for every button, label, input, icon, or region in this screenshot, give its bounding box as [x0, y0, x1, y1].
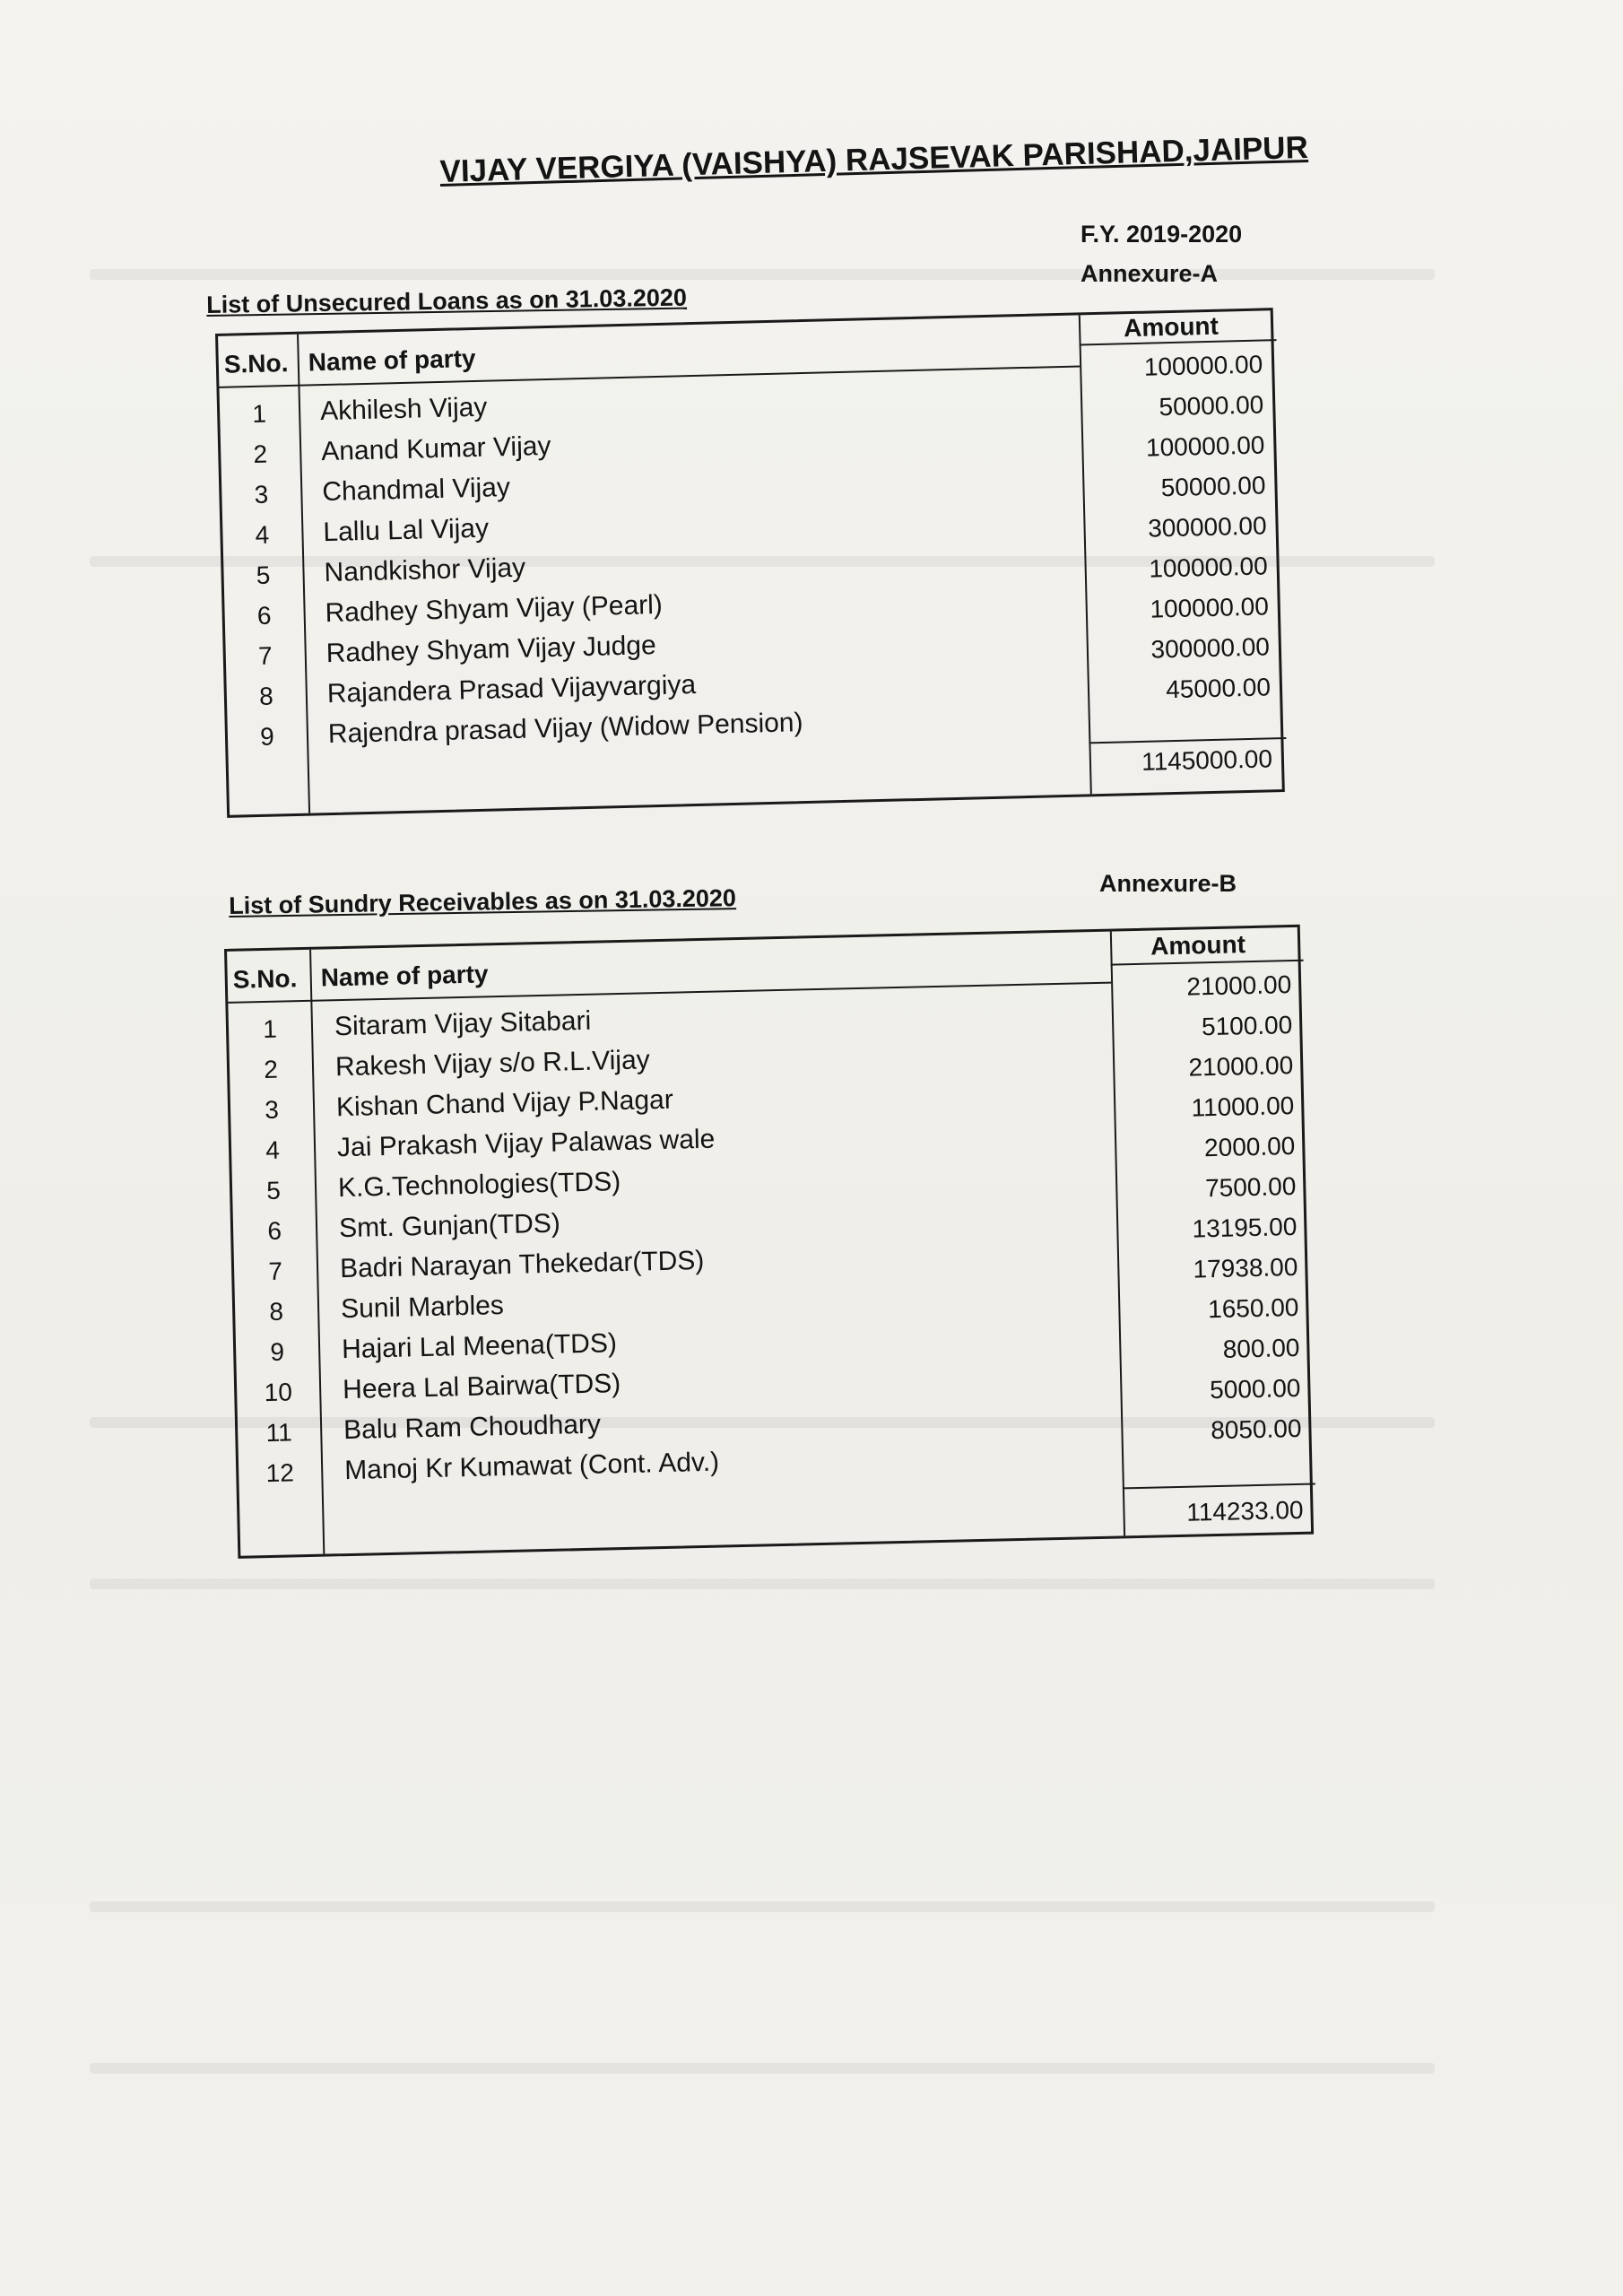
sno-cell: 3 — [264, 1095, 280, 1125]
amount-cell: 5000.00 — [1209, 1373, 1301, 1405]
name-cell: Rakesh Vijay s/o R.L.Vijay — [334, 1045, 651, 1083]
receivables-total: 114233.00 — [1185, 1495, 1304, 1526]
amount-cell: 17938.00 — [1193, 1252, 1298, 1283]
sno-header: S.No. — [223, 349, 289, 378]
amount-cell: 7500.00 — [1204, 1171, 1297, 1203]
sno-cell: 12 — [265, 1458, 295, 1488]
bleed-through — [90, 1578, 1435, 1589]
sno-cell: 3 — [254, 480, 269, 509]
bleed-through — [90, 2063, 1435, 2074]
name-cell: Anand Kumar Vijay — [320, 430, 551, 467]
name-cell: Smt. Gunjan(TDS) — [338, 1208, 561, 1244]
amount-cell: 5100.00 — [1201, 1011, 1293, 1041]
name-cell: Heera Lal Bairwa(TDS) — [342, 1369, 621, 1405]
sno-cell: 10 — [264, 1378, 293, 1407]
name-cell: Manoj Kr Kumawat (Cont. Adv.) — [343, 1447, 720, 1486]
sno-cell: 6 — [256, 601, 272, 630]
sno-cell: 2 — [263, 1055, 279, 1084]
name-cell: Akhilesh Vijay — [319, 392, 488, 427]
sno-cell: 1 — [262, 1014, 278, 1044]
amount-cell: 2000.00 — [1203, 1131, 1296, 1162]
name-cell: Nandkishor Vijay — [324, 552, 526, 588]
amount-cell: 13195.00 — [1192, 1212, 1298, 1243]
name-cell: K.G.Technologies(TDS) — [337, 1167, 621, 1204]
bleed-through — [90, 269, 1435, 280]
amount-cell: 800.00 — [1222, 1333, 1300, 1363]
sno-cell: 1 — [252, 399, 267, 429]
annexure-b-label: Annexure-B — [1099, 870, 1237, 897]
name-cell: Rajendra prasad Vijay (Widow Pension) — [327, 708, 803, 750]
amount-cell: 1650.00 — [1207, 1292, 1299, 1324]
sno-cell: 9 — [259, 722, 275, 751]
fiscal-year: F.Y. 2019-2020 — [1081, 221, 1243, 248]
name-header: Name of party — [308, 344, 476, 377]
name-cell: Badri Narayan Thekedar(TDS) — [339, 1245, 705, 1284]
name-cell: Balu Ram Choudhary — [343, 1409, 602, 1446]
header-divider — [1111, 960, 1304, 966]
sno-cell: 4 — [265, 1135, 281, 1165]
name-cell: Jai Prakash Vijay Palawas wale — [336, 1124, 716, 1163]
sno-cell: 2 — [253, 439, 268, 468]
sundry-receivables-table — [224, 925, 1314, 1559]
name-cell: Chandmal Vijay — [321, 473, 511, 508]
name-cell: Lallu Lal Vijay — [323, 513, 490, 548]
amount-cell: 11000.00 — [1191, 1091, 1295, 1122]
name-header: Name of party — [320, 960, 489, 992]
name-cell: Rajandera Prasad Vijayvargiya — [326, 670, 697, 709]
amount-cell: 300000.00 — [1150, 632, 1271, 664]
receivables-list-title: List of Sundry Receivables as on 31.03.2020 — [229, 884, 737, 919]
sno-cell: 7 — [257, 641, 273, 670]
amount-cell: 45000.00 — [1165, 673, 1271, 704]
sno-cell: 7 — [268, 1257, 283, 1285]
sno-cell: 6 — [266, 1216, 282, 1245]
name-cell: Hajari Lal Meena(TDS) — [341, 1328, 618, 1365]
name-cell: Sitaram Vijay Sitabari — [334, 1005, 592, 1042]
sno-cell: 5 — [265, 1176, 282, 1205]
amount-cell: 100000.00 — [1143, 350, 1263, 381]
annexure-a-label: Annexure-A — [1081, 260, 1219, 287]
sno-header: S.No. — [232, 964, 298, 994]
sno-cell: 4 — [255, 520, 270, 549]
unsecured-loans-table — [215, 308, 1285, 818]
total-divider — [1123, 1483, 1315, 1490]
amount-header: Amount — [1123, 311, 1219, 343]
loans-list-title: List of Unsecured Loans as on 31.03.2020 — [206, 283, 688, 318]
sno-cell: 8 — [258, 682, 274, 710]
sno-cell: 8 — [269, 1297, 284, 1326]
total-divider — [1089, 737, 1286, 744]
amount-cell: 50000.00 — [1159, 390, 1264, 422]
amount-cell: 300000.00 — [1147, 511, 1267, 543]
sno-cell: 9 — [270, 1337, 285, 1366]
amount-cell: 50000.00 — [1160, 471, 1266, 502]
sno-cell: 5 — [256, 561, 271, 589]
name-cell: Radhey Shyam Vijay (Pearl) — [325, 589, 664, 629]
amount-cell: 100000.00 — [1150, 592, 1270, 623]
amount-cell: 100000.00 — [1148, 552, 1269, 583]
amount-cell: 8050.00 — [1210, 1413, 1302, 1445]
amount-cell: 21000.00 — [1188, 1050, 1294, 1082]
sno-cell: 11 — [265, 1418, 293, 1448]
amount-header: Amount — [1150, 930, 1246, 961]
name-cell: Radhey Shyam Vijay Judge — [325, 631, 657, 669]
loans-total: 1145000.00 — [1141, 744, 1273, 776]
name-cell: Sunil Marbles — [340, 1291, 505, 1325]
name-cell: Kishan Chand Vijay P.Nagar — [335, 1084, 674, 1123]
document-title: VIJAY VERGIYA (VAISHYA) RAJSEVAK PARISHAD,JAIPUR — [439, 129, 1309, 189]
amount-cell: 21000.00 — [1186, 970, 1292, 1001]
bleed-through — [90, 1901, 1435, 1912]
amount-cell: 100000.00 — [1145, 430, 1265, 462]
